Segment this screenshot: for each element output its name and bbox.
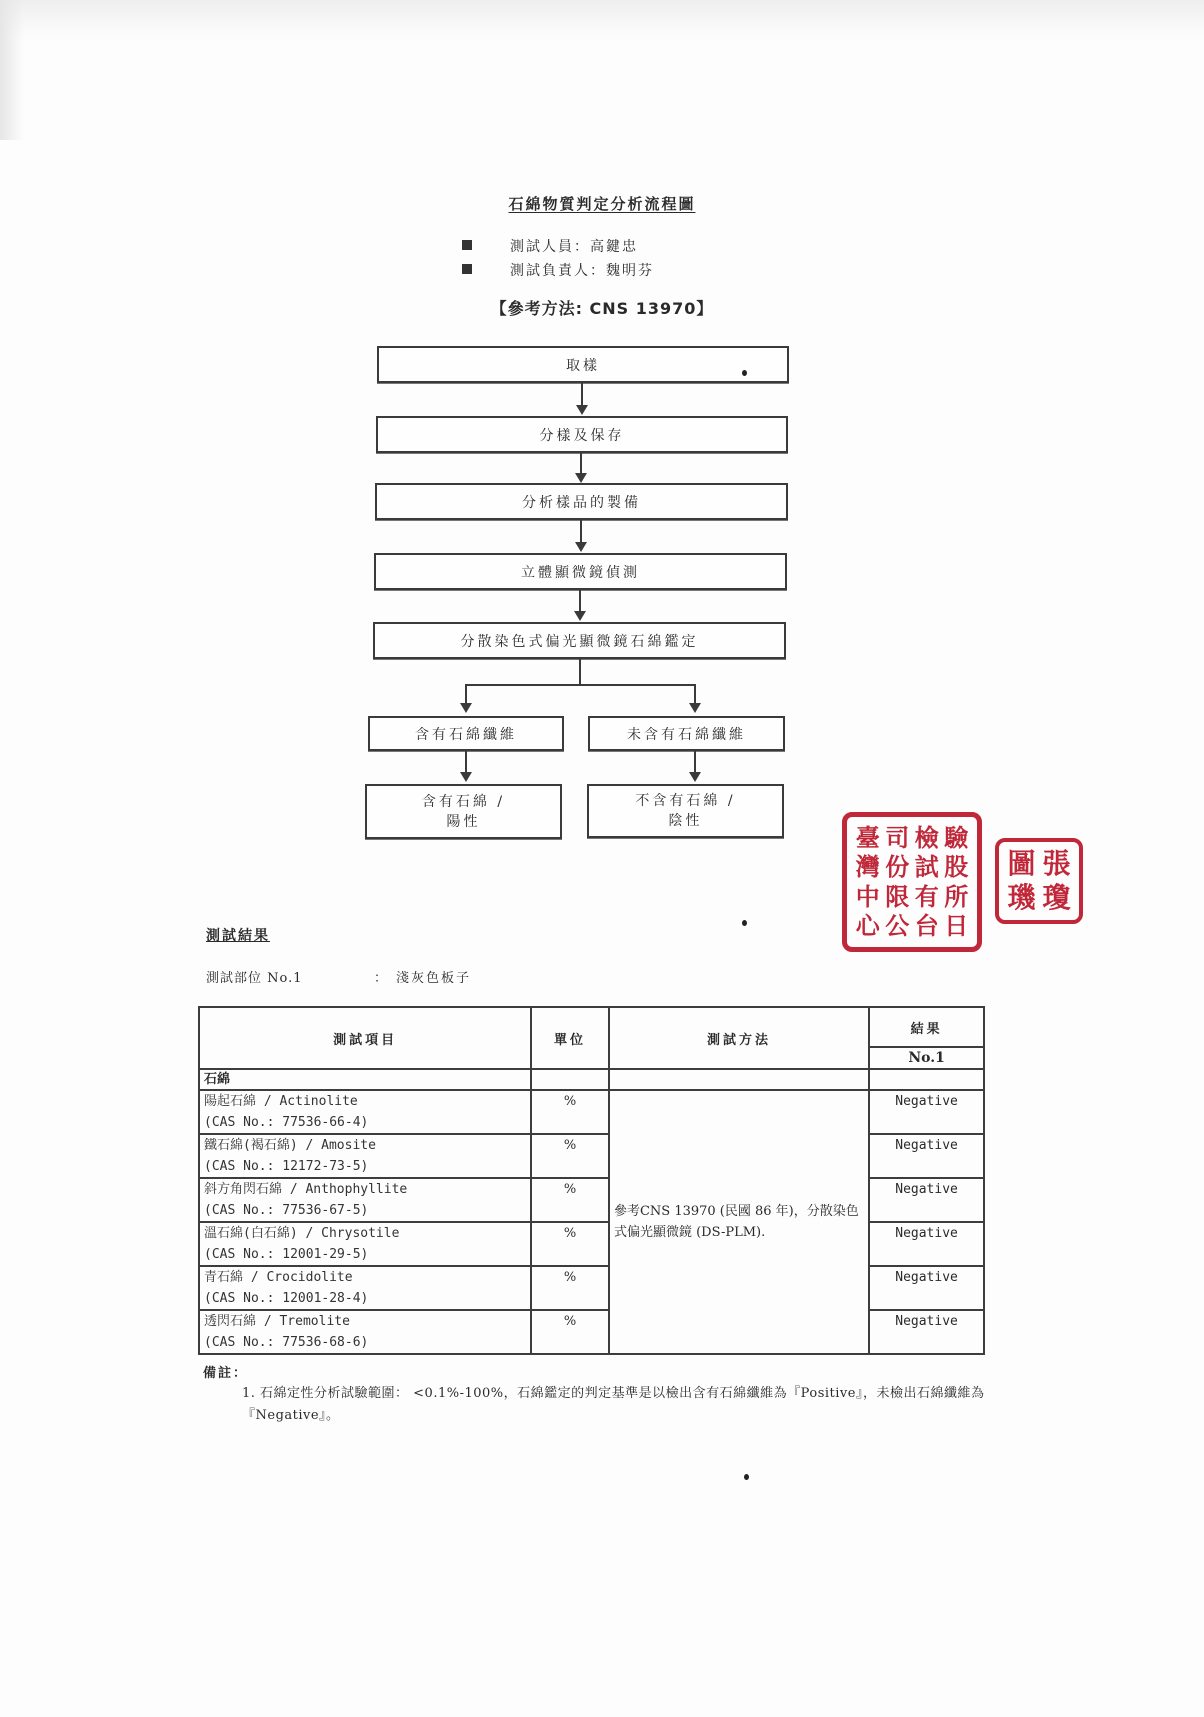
outcome-line: 不含有石綿 / — [635, 793, 736, 809]
empty-cell — [869, 1069, 984, 1090]
item-cell — [199, 1266, 531, 1310]
arrow-down-icon — [575, 473, 587, 483]
unit-cell: % — [531, 1222, 609, 1266]
seal-char: 張 — [1042, 847, 1071, 880]
flow-step-sampling: 取樣 — [377, 346, 789, 383]
unit-cell: % — [531, 1310, 609, 1354]
arrow-down-icon — [576, 405, 588, 415]
flow-outcome-positive — [365, 784, 562, 839]
unit-cell: % — [531, 1178, 609, 1222]
result-cell: Negative — [869, 1222, 984, 1266]
seal-char: 份 — [885, 852, 910, 882]
flow-step-split-preserve: 分樣及保存 — [376, 416, 788, 453]
header-item: 測試項目 — [199, 1007, 531, 1069]
flow-step-stereo-microscope: 立體顯微鏡偵測 — [374, 553, 787, 590]
result-cell: Negative — [869, 1178, 984, 1222]
scan-speck — [742, 370, 747, 376]
personnel-supervisor — [462, 260, 654, 280]
scan-speck — [744, 1474, 749, 1480]
header-unit: 單位 — [531, 1007, 609, 1069]
item-cas: (CAS No.: 12172-73-5) — [204, 1159, 369, 1174]
item-cas: (CAS No.: 77536-67-5) — [204, 1203, 369, 1218]
location-value: 淺灰色板子 — [396, 971, 472, 986]
result-cell: Negative — [869, 1134, 984, 1178]
scan-artifact-left — [0, 0, 24, 140]
bullet-square-icon — [462, 264, 472, 274]
seal-char: 心 — [855, 911, 880, 941]
item-name: 鐵石綿(褐石綿) / Amosite — [204, 1138, 376, 1153]
flow-connector — [579, 590, 581, 612]
colon: ： — [574, 239, 590, 255]
seal-char: 所 — [944, 882, 969, 911]
seal-char: 公 — [885, 911, 910, 941]
flow-branch-contains: 含有石綿纖維 — [368, 716, 564, 751]
method-cell: 參考CNS 13970 (民國 86 年)，分散染色式偏光顯微鏡 (DS-PLM). — [609, 1090, 869, 1354]
outcome-line: 陽性 — [446, 813, 481, 830]
seal-char: 灣 — [855, 852, 880, 882]
flow-connector — [579, 659, 581, 685]
personnel-value: 魏明芬 — [606, 263, 654, 279]
item-cas: (CAS No.: 12001-28-4) — [204, 1291, 369, 1306]
document-title — [0, 193, 1204, 214]
flow-step-ds-plm: 分散染色式偏光顯微鏡石綿鑑定 — [373, 622, 786, 659]
empty-cell — [609, 1069, 869, 1090]
location-label: 測試部位 No.1 — [206, 971, 303, 986]
flow-connector — [694, 684, 696, 705]
flow-connector — [694, 751, 696, 773]
unit-cell: % — [531, 1090, 609, 1134]
seal-char: 日 — [944, 911, 969, 941]
arrow-down-icon — [460, 772, 472, 782]
table-category-row — [199, 1069, 984, 1090]
seal-char: 臺 — [855, 823, 880, 852]
item-name: 陽起石綿 / Actinolite — [204, 1094, 358, 1109]
company-seal-stamp — [842, 812, 982, 952]
seal-char: 台 — [914, 911, 939, 941]
item-cell — [199, 1310, 531, 1354]
item-cell — [199, 1222, 531, 1266]
result-cell: Negative — [869, 1310, 984, 1354]
table-header-row — [199, 1007, 984, 1047]
category-cell: 石綿 — [199, 1069, 531, 1090]
outcome-line: 含有石綿 / — [421, 793, 506, 810]
item-cas: (CAS No.: 12001-29-5) — [204, 1247, 369, 1262]
table-row — [199, 1090, 984, 1134]
scan-artifact-top — [0, 0, 1204, 40]
flow-connector — [580, 453, 582, 474]
arrow-down-icon — [689, 703, 701, 713]
flow-step-sample-prep: 分析樣品的製備 — [375, 483, 788, 520]
bullet-square-icon — [462, 240, 472, 250]
result-cell: Negative — [869, 1266, 984, 1310]
colon: ： — [590, 263, 606, 279]
seal-char: 璣 — [1007, 881, 1036, 914]
seal-char: 瓊 — [1042, 881, 1071, 914]
empty-cell — [531, 1069, 609, 1090]
results-section-title: 測試結果 — [206, 928, 270, 944]
item-cas: (CAS No.: 77536-66-4) — [204, 1115, 369, 1130]
scan-speck — [742, 920, 747, 926]
item-name: 斜方角閃石綿 / Anthophyllite — [204, 1182, 408, 1197]
flow-branch-not-contains: 未含有石綿纖維 — [588, 716, 785, 751]
personal-seal-stamp — [995, 838, 1083, 924]
seal-char: 司 — [885, 823, 910, 852]
seal-char: 股 — [944, 852, 969, 882]
personnel-tester — [462, 236, 638, 256]
reference-method: 【參考方法: CNS 13970】 — [490, 299, 714, 318]
note-item: 1. 石綿定性分析試驗範圍： <0.1%-100%，石綿鑑定的判定基準是以檢出含有石綿纖維為『Positive』，未檢出石綿纖維為『Negative』。 — [242, 1386, 985, 1423]
arrow-down-icon — [574, 611, 586, 621]
document-title-text: 石綿物質判定分析流程圖 — [508, 195, 696, 213]
seal-char: 試 — [914, 852, 939, 882]
seal-char: 中 — [855, 882, 880, 911]
seal-char: 驗 — [944, 823, 969, 852]
seal-char: 圖 — [1007, 847, 1036, 880]
test-location — [206, 967, 472, 986]
seal-char: 限 — [885, 882, 910, 911]
item-name: 溫石綿(白石綿) / Chrysotile — [204, 1226, 400, 1241]
item-cell — [199, 1134, 531, 1178]
item-cell — [199, 1178, 531, 1222]
item-name: 青石綿 / Crocidolite — [204, 1270, 353, 1285]
unit-cell: % — [531, 1266, 609, 1310]
result-cell: Negative — [869, 1090, 984, 1134]
flow-connector — [465, 751, 467, 773]
seal-char: 檢 — [914, 823, 939, 852]
outcome-line: 陰性 — [668, 813, 703, 829]
header-method: 測試方法 — [609, 1007, 869, 1069]
seal-char: 有 — [914, 882, 939, 911]
personnel-label: 測試負責人 — [510, 263, 590, 279]
item-cas: (CAS No.: 77536-68-6) — [204, 1335, 369, 1350]
personnel-label: 測試人員 — [510, 239, 574, 255]
location-colon: ： — [374, 971, 389, 986]
flow-connector — [465, 684, 467, 705]
arrow-down-icon — [460, 703, 472, 713]
results-table — [198, 1006, 985, 1355]
flow-connector — [580, 520, 582, 543]
item-cell — [199, 1090, 531, 1134]
arrow-down-icon — [575, 542, 587, 552]
flow-outcome-negative — [587, 784, 784, 838]
notes-title: 備註： — [203, 1366, 249, 1381]
personnel-value: 高鍵忠 — [590, 239, 638, 255]
unit-cell: % — [531, 1134, 609, 1178]
item-name: 透閃石綿 / Tremolite — [204, 1314, 350, 1329]
header-result-no1: No.1 — [869, 1047, 984, 1069]
arrow-down-icon — [689, 772, 701, 782]
flow-branch-line — [465, 684, 696, 686]
header-result: 結果 — [869, 1007, 984, 1047]
flow-connector — [581, 383, 583, 407]
